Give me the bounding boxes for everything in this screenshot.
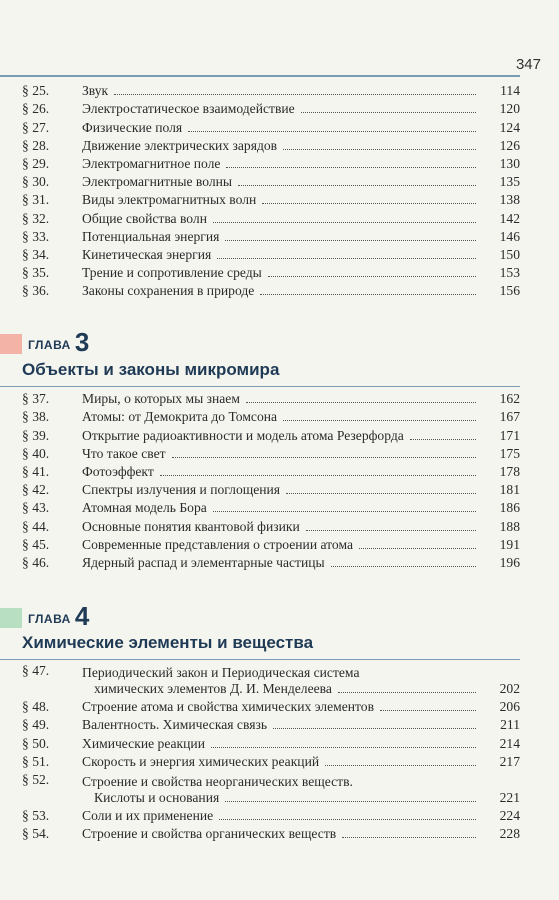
toc-page-number: 142 [499,210,520,226]
toc-section-title: Миры, о которых мы знаем [82,391,240,407]
toc-page-number: 124 [499,119,520,135]
toc-section-title: Скорость и энергия химических реакций [82,753,320,769]
toc-section-number: § 51. [22,753,50,769]
toc-page-number: 162 [499,391,520,407]
toc-section-number: § 41. [22,463,50,479]
toc-section-number: § 48. [22,699,50,715]
toc-page-number: 181 [499,482,520,498]
toc-row[interactable] [0,389,520,407]
toc-section-title: Общие свойства волн [82,210,207,226]
toc-row[interactable] [0,281,520,299]
toc-section-title-line1: Строение и свойства неорганических веществ. [82,773,353,789]
toc-section-number: § 33. [22,228,50,244]
toc-section-title: Строение и свойства органических веществ [82,826,337,842]
chapter-number: 3 [74,327,90,357]
toc-row[interactable] [0,227,520,245]
toc-section-title: Основные понятия квантовой физики [82,518,300,534]
toc-dot-leader [342,837,476,838]
toc-section-number: § 25. [22,83,50,99]
toc-row[interactable] [0,806,520,824]
toc-row[interactable] [0,824,520,842]
toc-section-title: Кинетическая энергия [82,246,212,262]
chapter-4-color-bar [0,608,22,628]
toc-dot-leader [217,258,476,259]
toc-section-title: Электромагнитные волны [82,174,233,190]
toc-section-number: § 46. [22,554,50,570]
toc-section-number: § 31. [22,192,50,208]
toc-row[interactable] [0,697,520,715]
toc-row[interactable] [0,245,520,263]
chapter-label: ГЛАВА [28,338,71,352]
toc-dot-leader [211,747,476,748]
toc-section-number: § 44. [22,518,50,534]
chapter-4-heading[interactable] [0,601,90,631]
toc-section-title: Виды электромагнитных волн [82,192,257,208]
toc-dot-leader [331,566,476,567]
toc-dot-leader [213,511,476,512]
toc-section-number: § 53. [22,807,50,823]
toc-dot-leader [219,819,476,820]
toc-section-number: § 35. [22,265,50,281]
toc-section-title: Что такое свет [82,445,166,461]
toc-dot-leader [410,439,476,440]
toc-section-number: § 29. [22,155,50,171]
toc-row[interactable] [0,553,520,571]
toc-dot-leader [238,185,476,186]
toc-dot-leader [114,94,476,95]
toc-section-title: Движение электрических зарядов [82,137,278,153]
toc-section-number: § 26. [22,101,50,117]
toc-section-title: Атомная модель Бора [82,500,207,516]
toc-section-title: Ядерный распад и элементарные частицы [82,554,325,570]
toc-page-number: 171 [499,427,520,443]
toc-row[interactable] [0,462,520,480]
toc-section-number: § 42. [22,482,50,498]
toc-row[interactable] [0,154,520,172]
chapter-3-title: Объекты и законы микромира [22,360,280,379]
toc-page-number: 178 [499,463,520,479]
toc-dot-leader [160,475,476,476]
toc-section-number: § 40. [22,445,50,461]
toc-row[interactable] [0,516,520,534]
toc-section-title-line1: Периодический закон и Периодическая система [82,665,360,680]
toc-row[interactable] [0,263,520,281]
toc-section-number: § 47. [22,663,50,678]
toc-page-number: 221 [499,789,520,805]
toc-page-number: 191 [499,536,520,552]
toc-row[interactable] [0,444,520,462]
toc-page-number: 202 [499,681,520,696]
toc-row[interactable] [0,535,520,553]
toc-page-number: 156 [499,283,520,299]
toc-dot-leader [380,710,476,711]
toc-section-title: Соли и их применение [82,807,214,823]
chapter-4-title: Химические элементы и вещества [22,633,314,652]
toc-dot-leader [283,420,476,421]
toc-list-chapter-3 [0,389,520,571]
toc-section-number: § 45. [22,536,50,552]
toc-row[interactable] [0,715,520,733]
toc-dot-leader [225,240,476,241]
toc-page-number: 167 [499,409,520,425]
chapter-3-rule [0,386,520,387]
toc-page-number: 126 [499,137,520,153]
toc-dot-leader [172,457,476,458]
toc-section-number: § 34. [22,246,50,262]
toc-dot-leader [273,728,476,729]
toc-section-title: Законы сохранения в природе [82,283,255,299]
toc-page-number: 206 [499,699,520,715]
chapter-3-heading[interactable] [0,327,90,357]
toc-section-title: Потенциальная энергия [82,228,220,244]
toc-dot-leader [338,692,476,693]
toc-list-chapter-4 [0,661,520,842]
toc-dot-leader [325,765,476,766]
toc-section-number: § 27. [22,119,50,135]
toc-dot-leader [359,548,476,549]
toc-page-number: 150 [499,246,520,262]
toc-page-number: 138 [499,192,520,208]
toc-section-title: Электростатическое взаимодействие [82,101,295,117]
toc-dot-leader [286,493,476,494]
toc-section-title: Фотоэффект [82,463,154,479]
toc-row[interactable] [0,117,520,135]
toc-page-number: 224 [499,807,520,823]
toc-section-number: § 37. [22,391,50,407]
toc-page-number: 196 [499,554,520,570]
toc-row[interactable] [0,752,520,770]
toc-section-title: Кислоты и основания [94,789,220,805]
toc-section-number: § 52. [22,771,50,787]
toc-section-title: Химические реакции [82,735,205,751]
toc-page-number: 153 [499,265,520,281]
toc-dot-leader [188,131,476,132]
toc-row[interactable] [0,480,520,498]
chapter-number: 4 [74,601,90,631]
toc-dot-leader [301,112,476,113]
toc-section-title: Валентность. Химическая связь [82,717,268,733]
toc-row[interactable] [0,770,520,806]
toc-row[interactable] [0,425,520,443]
toc-row[interactable] [0,498,520,516]
toc-section-number: § 54. [22,826,50,842]
toc-section-title: Открытие радиоактивности и модель атома Резерфорда [82,427,404,443]
toc-section-number: § 49. [22,717,50,733]
chapter-label: ГЛАВА [28,612,71,626]
toc-row[interactable] [0,81,520,99]
toc-section-title: Трение и сопротивление среды [82,265,262,281]
toc-page-number: 211 [500,717,520,733]
toc-dot-leader [260,294,476,295]
toc-section-title: Современные представления о строении атома [82,536,354,552]
toc-page-number: 214 [499,735,520,751]
toc-row[interactable] [0,407,520,425]
toc-section-title: Звук [82,83,109,99]
toc-section-number: § 43. [22,500,50,516]
toc-dot-leader [226,167,476,168]
toc-dot-leader [306,530,476,531]
toc-row[interactable] [0,136,520,154]
toc-page-number: 217 [499,753,520,769]
toc-section-title: Строение атома и свойства химических элементов [82,699,374,715]
toc-page-number: 175 [499,445,520,461]
toc-section-title: Электромагнитное поле [82,155,221,171]
toc-dot-leader [213,222,476,223]
toc-row[interactable] [0,172,520,190]
toc-page-number: 130 [499,155,520,171]
toc-section-number: § 38. [22,409,50,425]
toc-row[interactable] [0,661,520,697]
page-number: 347 [515,56,541,73]
toc-section-title: Атомы: от Демокрита до Томсона [82,409,278,425]
toc-section-number: § 28. [22,137,50,153]
toc-page-number: 135 [499,174,520,190]
chapter-3-color-bar [0,334,22,354]
toc-section-title: Спектры излучения и поглощения [82,482,281,498]
toc-section-number: § 50. [22,735,50,751]
toc-section-title: Физические поля [82,119,183,135]
toc-dot-leader [283,149,476,150]
toc-page-number: 120 [499,101,520,117]
toc-dot-leader [246,402,476,403]
toc-section-number: § 39. [22,427,50,443]
toc-row[interactable] [0,208,520,226]
toc-dot-leader [225,801,476,802]
toc-page-number: 146 [499,228,520,244]
toc-page-number: 114 [500,83,520,99]
toc-page-number: 186 [499,500,520,516]
toc-section-number: § 30. [22,174,50,190]
toc-section-number: § 36. [22,283,50,299]
toc-row[interactable] [0,190,520,208]
toc-row[interactable] [0,733,520,751]
toc-dot-leader [262,203,476,204]
toc-section-title: химических элементов Д. И. Менделеева [94,681,332,696]
toc-page-number: 188 [499,518,520,534]
toc-page-number: 228 [499,826,520,842]
toc-list-top [0,81,520,299]
toc-row[interactable] [0,99,520,117]
toc-section-number: § 32. [22,210,50,226]
chapter-4-rule [0,659,520,660]
header-rule [0,75,520,77]
toc-dot-leader [268,276,476,277]
